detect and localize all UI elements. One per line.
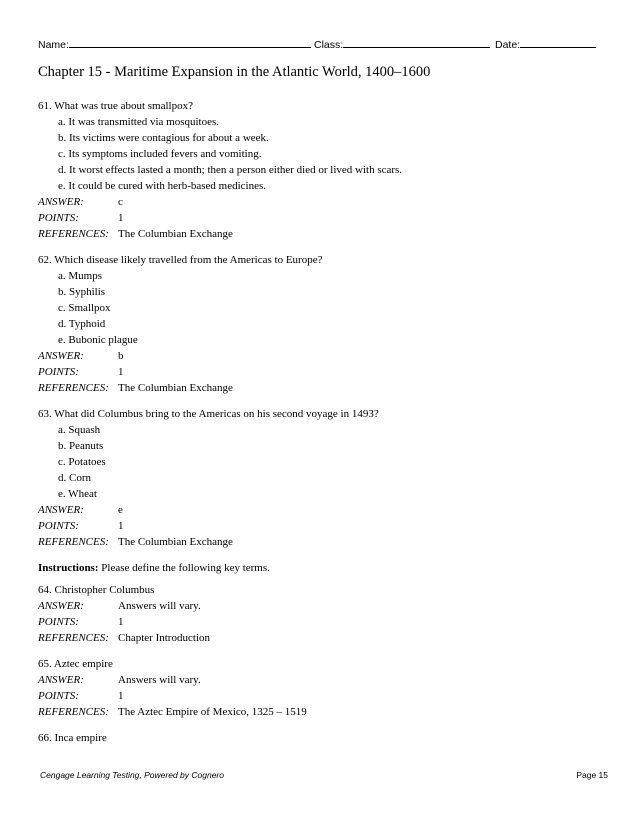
references-label: REFERENCES:	[38, 228, 109, 240]
question-text: 63. What did Columbus bring to the Americas on his second voyage in 1493?	[38, 408, 379, 420]
question-62	[38, 252, 608, 396]
question-text: 61. What was true about smallpox?	[38, 100, 193, 112]
page-number: Page 15	[576, 770, 608, 780]
date-label: Date:	[495, 39, 521, 51]
references-row	[38, 704, 608, 720]
class-blank-line	[343, 37, 490, 48]
answer-value: Answers will vary.	[118, 600, 201, 612]
choice-a: a. Mumps	[58, 270, 102, 282]
answer-row	[38, 502, 608, 518]
choice-e: e. It could be cured with herb-based medicines.	[58, 180, 267, 192]
references-row	[38, 534, 608, 550]
points-row	[38, 614, 608, 630]
question-list	[38, 98, 608, 756]
date-blank-line	[520, 37, 596, 48]
answer-label: ANSWER:	[38, 504, 84, 516]
points-row	[38, 688, 608, 704]
points-value: 1	[118, 616, 124, 628]
points-label: POINTS:	[38, 616, 79, 628]
instructions	[38, 560, 608, 576]
question-text: 62. Which disease likely travelled from the Americas to Europe?	[38, 254, 323, 266]
answer-row	[38, 348, 608, 364]
references-label: REFERENCES:	[38, 706, 109, 718]
question-63	[38, 406, 608, 550]
question-text: 66. Inca empire	[38, 732, 107, 744]
points-row	[38, 210, 608, 226]
choice-b: b. Peanuts	[58, 440, 104, 452]
references-label: REFERENCES:	[38, 382, 109, 394]
references-value: The Columbian Exchange	[118, 382, 233, 394]
points-row	[38, 364, 608, 380]
points-label: POINTS:	[38, 212, 79, 224]
answer-label: ANSWER:	[38, 196, 84, 208]
references-row	[38, 226, 608, 242]
choice-d: d. It worst effects lasted a month; then a person either died or lived with scars.	[58, 164, 403, 176]
choice-d: d. Corn	[58, 472, 91, 484]
references-value: The Aztec Empire of Mexico, 1325 – 1519	[118, 706, 307, 718]
points-value: 1	[118, 212, 124, 224]
answer-value: e	[118, 504, 123, 516]
question-text: 65. Aztec empire	[38, 658, 113, 670]
references-value: The Columbian Exchange	[118, 228, 233, 240]
page-footer	[40, 770, 608, 782]
question-64	[38, 582, 608, 646]
footer-credit: Cengage Learning Testing, Powered by Cognero	[40, 770, 224, 780]
references-row	[38, 630, 608, 646]
references-label: REFERENCES:	[38, 536, 109, 548]
choice-b: b. Its victims were contagious for about a week.	[58, 132, 269, 144]
references-row	[38, 380, 608, 396]
name-field	[38, 37, 311, 51]
answer-label: ANSWER:	[38, 674, 84, 686]
points-label: POINTS:	[38, 366, 79, 378]
answer-label: ANSWER:	[38, 350, 84, 362]
points-value: 1	[118, 690, 124, 702]
answer-value: c	[118, 196, 123, 208]
choice-d: d. Typhoid	[58, 318, 106, 330]
points-value: 1	[118, 366, 124, 378]
name-blank-line	[69, 37, 311, 48]
question-text: 64. Christopher Columbus	[38, 584, 155, 596]
references-label: REFERENCES:	[38, 632, 109, 644]
question-66	[38, 730, 608, 746]
date-field	[495, 37, 596, 51]
answer-row	[38, 194, 608, 210]
choice-c: c. Its symptoms included fevers and vomiting.	[58, 148, 262, 160]
chapter-title: Chapter 15 - Maritime Expansion in the Atlantic World, 1400–1600	[38, 64, 431, 80]
instructions-text: Please define the following key terms.	[98, 562, 270, 574]
points-label: POINTS:	[38, 690, 79, 702]
name-label: Name:	[38, 39, 69, 51]
answer-row	[38, 672, 608, 688]
points-label: POINTS:	[38, 520, 79, 532]
class-label: Class:	[314, 39, 344, 51]
references-value: Chapter Introduction	[118, 632, 210, 644]
choice-b: b. Syphilis	[58, 286, 106, 298]
answer-row	[38, 598, 608, 614]
references-value: The Columbian Exchange	[118, 536, 233, 548]
choice-e: e. Wheat	[58, 488, 97, 500]
question-65	[38, 656, 608, 720]
instructions-label: Instructions:	[38, 562, 99, 574]
choice-a: a. Squash	[58, 424, 101, 436]
page-header	[38, 37, 602, 51]
class-field	[314, 37, 490, 51]
question-61	[38, 98, 608, 242]
answer-value: Answers will vary.	[118, 674, 201, 686]
answer-label: ANSWER:	[38, 600, 84, 612]
choice-e: e. Bubonic plague	[58, 334, 138, 346]
choice-c: c. Potatoes	[58, 456, 106, 468]
points-value: 1	[118, 520, 124, 532]
choice-c: c. Smallpox	[58, 302, 111, 314]
points-row	[38, 518, 608, 534]
answer-value: b	[118, 350, 124, 362]
choice-a: a. It was transmitted via mosquitoes.	[58, 116, 219, 128]
